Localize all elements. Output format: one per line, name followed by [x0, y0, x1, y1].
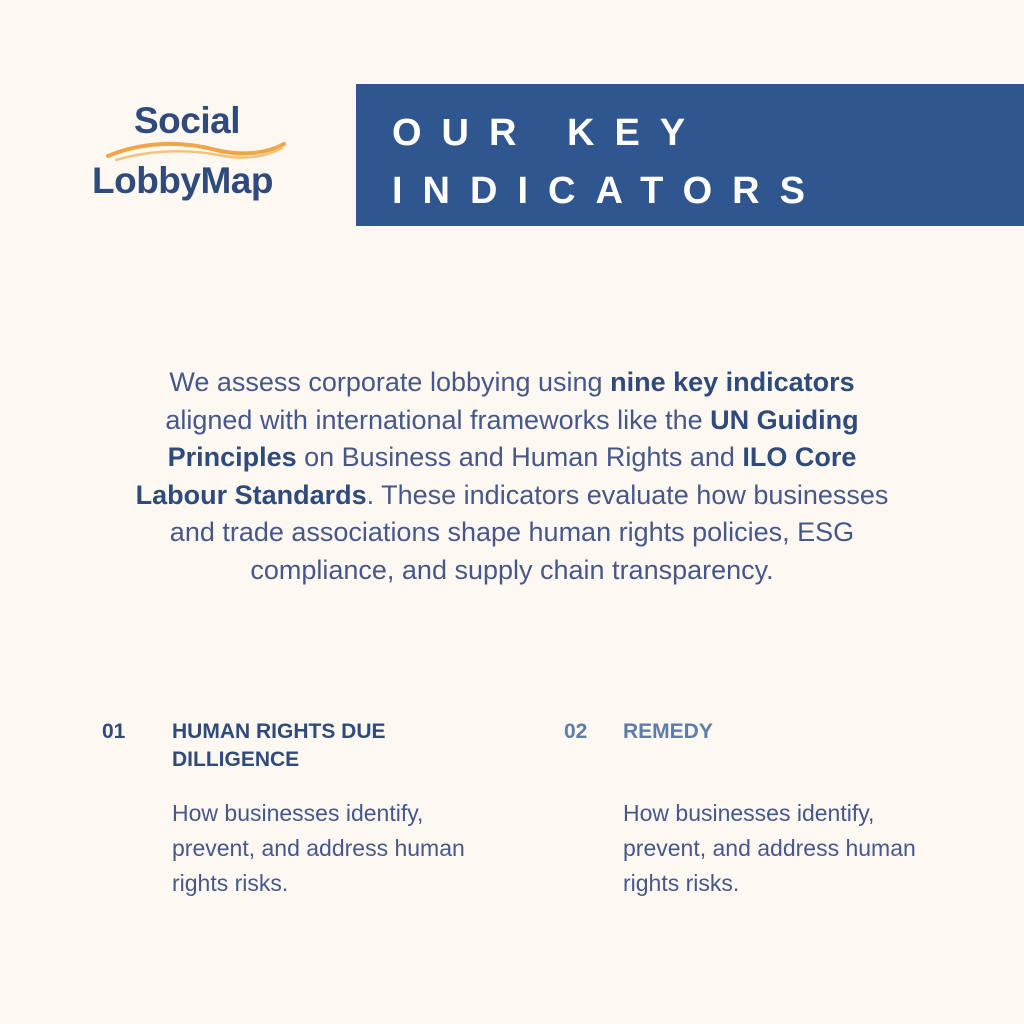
intro-paragraph	[132, 364, 892, 589]
intro-highlight-nine-key-indicators: nine key indicators	[610, 367, 855, 397]
intro-highlight-un-guiding-principles: UN Guiding Principles	[167, 404, 859, 472]
page-title: OUR KEY INDICATORS	[392, 112, 825, 212]
intro-text: We assess corporate lobbying using	[169, 367, 611, 397]
logo	[92, 100, 312, 210]
title-banner	[356, 84, 1024, 226]
logo-text-social: Social	[134, 100, 240, 141]
indicator-title: REMEDY	[623, 720, 713, 743]
intro-text: on Business and Human Rights and	[296, 442, 743, 472]
indicator-description: How businesses identify, prevent, and address human rights risks.	[623, 800, 916, 896]
indicator-number: 01	[102, 720, 126, 743]
intro-text: aligned with international frameworks like the	[165, 404, 711, 435]
indicator-title: HUMAN RIGHTS DUE DILLIGENCE	[172, 720, 386, 771]
indicator-number: 02	[564, 720, 588, 743]
indicator-description: How businesses identify, prevent, and address human rights risks.	[172, 800, 465, 896]
intro-highlight-ilo-standards: ILO Core Labour Standards	[135, 442, 857, 510]
intro-text: . These indicators evaluate how businesses and trade associations shape human rights policies, ESG compliance, and supply chain transparency.	[169, 479, 889, 585]
logo-text-lobbymap: LobbyMap	[92, 160, 273, 201]
